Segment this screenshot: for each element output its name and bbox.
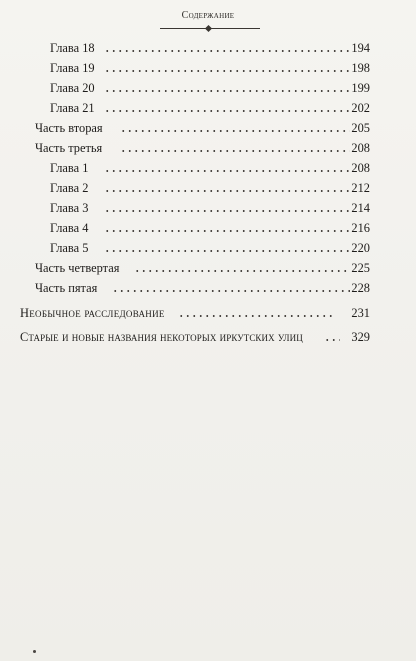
dot-leader: [104, 70, 350, 72]
toc-entry[interactable]: [0, 118, 416, 138]
toc-entry-page: 216: [351, 221, 370, 235]
toc-entry-page: 194: [351, 41, 370, 55]
header-ornament-rule: [160, 28, 260, 29]
dot-leader: [104, 90, 350, 92]
toc-entry-label: Необычное расследование: [20, 306, 165, 320]
toc-entry-page: 202: [351, 101, 370, 115]
dot-leader: [324, 339, 340, 341]
toc-entry-label: Часть четвертая: [35, 261, 120, 275]
toc-entry[interactable]: [0, 38, 416, 58]
toc-entry[interactable]: [0, 158, 416, 178]
dot-leader: [178, 315, 336, 317]
toc-entry[interactable]: [0, 238, 416, 258]
toc-entry[interactable]: [0, 178, 416, 198]
dot-leader: [104, 190, 350, 192]
print-speck: [33, 650, 36, 653]
dot-leader: [104, 250, 350, 252]
dot-leader: [134, 270, 350, 272]
toc-entry-label: Глава 19: [50, 61, 95, 75]
toc-entry-page: 212: [351, 181, 370, 195]
toc-entry-label: Глава 18: [50, 41, 95, 55]
toc-entry-label: Глава 1: [50, 161, 89, 175]
dot-leader: [104, 170, 350, 172]
toc-entry-label: Глава 2: [50, 181, 89, 195]
toc-entry-page: 199: [351, 81, 370, 95]
toc-entry-label: Глава 4: [50, 221, 89, 235]
toc-entry[interactable]: [0, 58, 416, 78]
toc-entry-page: 220: [351, 241, 370, 255]
dot-leader: [120, 150, 350, 152]
toc-entry-page: 205: [351, 121, 370, 135]
dot-leader: [104, 230, 350, 232]
toc-entry[interactable]: [0, 78, 416, 98]
toc-entry-page: 329: [351, 330, 370, 344]
dot-leader: [104, 210, 350, 212]
toc-entry[interactable]: [0, 98, 416, 118]
dot-leader: [120, 130, 350, 132]
dot-leader: [112, 290, 350, 292]
toc-entry-page: 208: [351, 161, 370, 175]
toc-entry-label: Глава 20: [50, 81, 95, 95]
toc-entry-label: Глава 5: [50, 241, 89, 255]
dot-leader: [104, 50, 350, 52]
toc-entry-label: Старые и новые названия некоторых иркутских улиц: [20, 330, 303, 344]
toc-entry[interactable]: [0, 258, 416, 278]
toc-entry-page: 208: [351, 141, 370, 155]
toc-entry-label: Глава 21: [50, 101, 95, 115]
toc-entry[interactable]: [0, 218, 416, 238]
toc-entry[interactable]: [0, 327, 416, 347]
toc-entry[interactable]: [0, 138, 416, 158]
toc-entry[interactable]: [0, 303, 416, 323]
toc-entry-label: Часть третья: [35, 141, 103, 155]
toc-entry-page: 228: [351, 281, 370, 295]
contents-title: Содержание: [181, 10, 235, 21]
dot-leader: [104, 110, 350, 112]
toc-entry-page: 198: [351, 61, 370, 75]
running-header: [0, 10, 416, 21]
toc-entry-page: 214: [351, 201, 370, 215]
toc-entry-label: Глава 3: [50, 201, 89, 215]
toc-entry[interactable]: [0, 198, 416, 218]
toc-entry-page: 231: [351, 306, 370, 320]
toc-entry-label: Часть вторая: [35, 121, 103, 135]
toc-entry[interactable]: [0, 278, 416, 298]
toc-entry-label: Часть пятая: [35, 281, 98, 295]
toc-entry-page: 225: [351, 261, 370, 275]
